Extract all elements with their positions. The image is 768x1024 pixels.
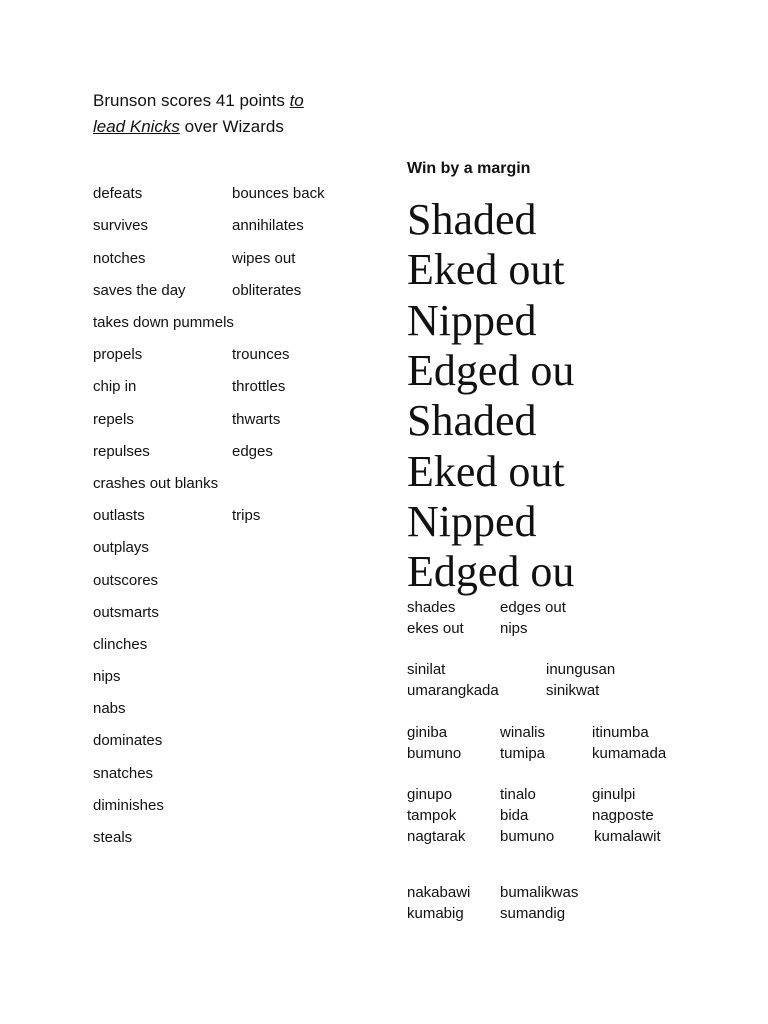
- word: nakabawi: [407, 884, 471, 901]
- word: inungusan: [546, 661, 616, 678]
- word: kumabig: [407, 905, 464, 922]
- word: throttles: [232, 378, 286, 395]
- word: survives: [93, 217, 149, 234]
- word: ekes out: [407, 620, 464, 637]
- word: trips: [232, 507, 261, 524]
- word: bumuno: [500, 828, 555, 845]
- word: edges out: [500, 599, 566, 616]
- word: takes down pummels: [93, 314, 234, 331]
- headline-text-1: Brunson scores 41 points: [93, 91, 290, 110]
- word: thwarts: [232, 411, 281, 428]
- big-word: Shaded: [407, 195, 537, 244]
- word: outsmarts: [93, 604, 159, 621]
- word: winalis: [500, 724, 546, 741]
- big-word: Edged ou: [407, 346, 575, 395]
- word: saves the day: [93, 282, 186, 299]
- word: nagposte: [592, 807, 654, 824]
- word: kumalawit: [594, 828, 661, 845]
- word: tumipa: [500, 745, 546, 762]
- big-word: Nipped: [407, 296, 537, 345]
- big-word: Eked out: [407, 245, 565, 294]
- word: outplays: [93, 539, 149, 556]
- word: shades: [407, 599, 456, 616]
- word: dominates: [93, 732, 163, 749]
- word: sumandig: [500, 905, 566, 922]
- word: ginulpi: [592, 786, 636, 803]
- word: sinilat: [407, 661, 446, 678]
- word: umarangkada: [407, 682, 499, 699]
- word: bumuno: [407, 745, 462, 762]
- word: repels: [93, 411, 134, 428]
- word: propels: [93, 346, 143, 363]
- word: nabs: [93, 700, 126, 717]
- big-word: Eked out: [407, 447, 565, 496]
- word: defeats: [93, 185, 143, 202]
- word: wipes out: [232, 250, 296, 267]
- big-word: Shaded: [407, 396, 537, 445]
- word: outscores: [93, 572, 159, 589]
- word: tinalo: [500, 786, 536, 803]
- word: nagtarak: [407, 828, 466, 845]
- big-word: Nipped: [407, 497, 537, 546]
- word: kumamada: [592, 745, 667, 762]
- word: trounces: [232, 346, 290, 363]
- headline: [93, 88, 304, 140]
- word: outlasts: [93, 507, 145, 524]
- word: giniba: [407, 724, 448, 741]
- headline-text-2: over Wizards: [179, 117, 284, 136]
- word: sinikwat: [546, 682, 600, 699]
- word: repulses: [93, 443, 150, 460]
- word: clinches: [93, 636, 148, 653]
- word: bounces back: [232, 185, 325, 202]
- word: diminishes: [93, 797, 164, 814]
- word: notches: [93, 250, 146, 267]
- word: tampok: [407, 807, 457, 824]
- headline-underlined-1: to: [289, 91, 304, 110]
- word: crashes out blanks: [93, 475, 219, 492]
- word: bida: [500, 807, 529, 824]
- word: ginupo: [407, 786, 453, 803]
- word: itinumba: [592, 724, 649, 741]
- word: nips: [93, 668, 121, 685]
- word: annihilates: [232, 217, 304, 234]
- big-word: Edged ou: [407, 547, 575, 596]
- word: edges: [232, 443, 273, 460]
- section-heading: Win by a margin: [407, 160, 531, 177]
- word: obliterates: [232, 282, 302, 299]
- word: snatches: [93, 765, 154, 782]
- word: bumalikwas: [500, 884, 579, 901]
- word: chip in: [93, 378, 137, 395]
- headline-underlined-2: lead Knicks: [93, 117, 180, 136]
- word: steals: [93, 829, 133, 846]
- word: nips: [500, 620, 528, 637]
